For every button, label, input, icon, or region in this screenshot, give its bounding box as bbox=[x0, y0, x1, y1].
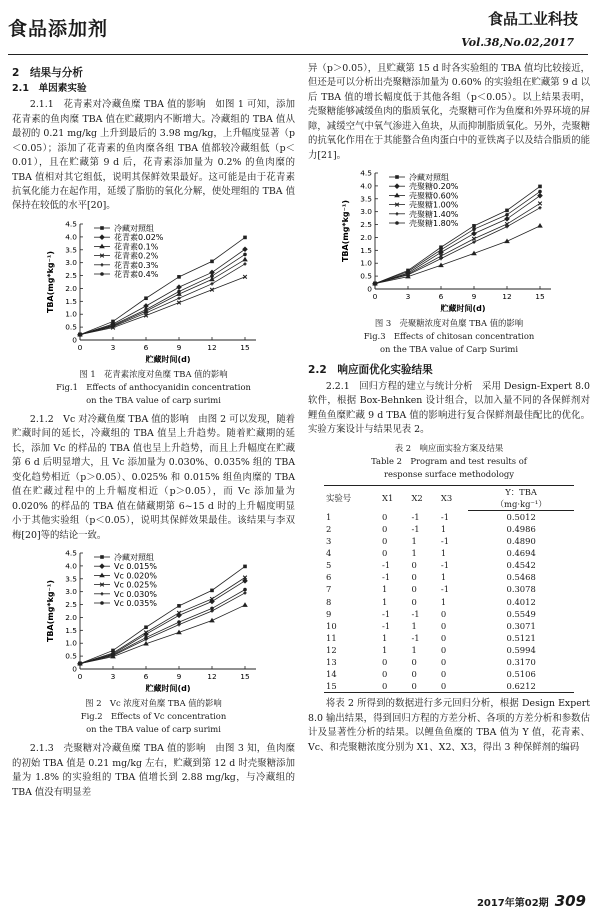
point-marker bbox=[395, 212, 399, 216]
point-marker bbox=[243, 275, 247, 279]
point-marker bbox=[243, 262, 247, 266]
y-tick-label: 1.0 bbox=[360, 259, 372, 269]
legend-label: 花青素0.2% bbox=[113, 251, 158, 261]
series-line bbox=[80, 249, 245, 334]
header-rule bbox=[8, 54, 588, 55]
table-cell: 1 bbox=[411, 548, 417, 559]
series-line bbox=[80, 578, 245, 664]
figure-1-caption-cn: 图 1 花青素浓度对鱼糜 TBA 值的影响 bbox=[79, 368, 228, 379]
point-marker bbox=[144, 308, 148, 312]
table-cell: 0.4542 bbox=[506, 560, 536, 571]
point-marker bbox=[100, 263, 104, 267]
table-cell: 1 bbox=[326, 511, 332, 522]
volume-info: Vol.38,No.02,2017 bbox=[461, 36, 574, 49]
legend-entry bbox=[94, 251, 159, 261]
legend-entry bbox=[389, 191, 459, 201]
x-tick-label: 0 bbox=[77, 342, 82, 352]
y-tick-label: 0 bbox=[367, 284, 372, 294]
page-number: 309 bbox=[554, 892, 586, 910]
legend-label: 壳聚糖1.00% bbox=[409, 200, 459, 210]
table-cell: 0 bbox=[411, 572, 417, 583]
y-tick-label: 4.0 bbox=[360, 181, 372, 191]
y-tick-label: 3.0 bbox=[64, 587, 77, 597]
point-marker bbox=[472, 228, 476, 232]
table-cell: -1 bbox=[411, 608, 420, 619]
y-tick-label: 1.5 bbox=[64, 626, 77, 636]
point-marker bbox=[472, 224, 476, 228]
legend-entry bbox=[94, 590, 157, 599]
legend-label: 壳聚糖0.20% bbox=[409, 182, 459, 192]
table-cell: 0.4986 bbox=[506, 524, 536, 535]
figure-3 bbox=[308, 167, 590, 356]
legend-entry bbox=[94, 552, 154, 562]
table-2-title-en-1: Table 2 Program and test results of bbox=[371, 455, 527, 466]
table-row bbox=[324, 523, 574, 535]
point-marker bbox=[177, 604, 181, 608]
figure-1-chart bbox=[44, 218, 264, 368]
table-cell: 0.4012 bbox=[506, 596, 536, 607]
data-series bbox=[78, 562, 247, 666]
page-footer bbox=[477, 892, 586, 910]
point-marker bbox=[538, 190, 542, 194]
point-marker bbox=[538, 202, 542, 206]
point-marker bbox=[210, 282, 214, 286]
y-tick-label: 4.0 bbox=[64, 232, 77, 242]
point-marker bbox=[242, 603, 248, 608]
table-cell: 0 bbox=[411, 596, 417, 607]
point-marker bbox=[406, 270, 410, 274]
table-cell: 0 bbox=[440, 657, 447, 668]
figure-2-caption-en-2: on the TBA value of carp surimi bbox=[86, 724, 221, 735]
point-marker bbox=[242, 246, 248, 252]
y-tick-label: 0.5 bbox=[64, 322, 77, 332]
legend-label: Vc 0.020% bbox=[113, 571, 157, 581]
table-cell: 0 bbox=[411, 657, 417, 668]
figure-1-caption-en-1: Fig.1 Effects of anthocyanidin concentration bbox=[56, 381, 251, 392]
x-tick-label: 12 bbox=[502, 292, 512, 302]
point-marker bbox=[243, 588, 247, 592]
x-axis-label: 贮藏时间(d) bbox=[144, 354, 191, 364]
table-cell: 11 bbox=[326, 632, 337, 643]
table-cell: 0.3078 bbox=[506, 584, 536, 595]
x-tick-label: 6 bbox=[438, 292, 444, 302]
point-marker bbox=[111, 323, 115, 327]
legend-label: 壳聚糖0.60% bbox=[409, 191, 459, 201]
table-cell: 8 bbox=[326, 596, 332, 607]
table-cell: 0 bbox=[411, 584, 417, 595]
point-marker bbox=[505, 213, 509, 217]
y-axis-label: TBA(mg*kg⁻¹) bbox=[45, 580, 55, 643]
figure-2-caption-en-1: Fig.2 Effects of Vc concentration bbox=[80, 711, 227, 722]
table-header-row bbox=[324, 485, 574, 498]
paragraph-after-table: 将表 2 所得到的数据进行多元回归分析，根据 Design Expert 8.0 输出结果，得到回归方程的方差分析、各项的方差分析和参数估计及显著性分析的结果。以鲤鱼鱼糜的 TBA 值为 Y 值，花青素、Vc、和壳聚糖浓度分别为 X1、X2、X3，得出 3 种保鲜剂的编码 bbox=[308, 698, 590, 753]
figure-1 bbox=[12, 218, 295, 407]
x-tick-label: 3 bbox=[110, 342, 115, 352]
table-cell: 1 bbox=[440, 524, 447, 535]
point-marker bbox=[243, 565, 247, 569]
series-line bbox=[80, 567, 245, 664]
point-marker bbox=[505, 209, 509, 213]
point-marker bbox=[538, 185, 542, 189]
table-cell: 0 bbox=[380, 680, 409, 693]
point-marker bbox=[439, 248, 443, 252]
figure-2-chart bbox=[44, 547, 264, 697]
y-tick-label: 4.5 bbox=[360, 168, 372, 178]
point-marker bbox=[472, 241, 476, 245]
table-cell: 0.5012 bbox=[506, 511, 536, 522]
point-marker bbox=[243, 253, 247, 257]
table-cell: 4 bbox=[326, 548, 332, 559]
point-marker bbox=[144, 626, 148, 630]
legend-label: 花青素0.1% bbox=[113, 242, 158, 252]
point-marker bbox=[177, 301, 181, 305]
legend-entry bbox=[94, 241, 159, 251]
table-cell: 1 bbox=[440, 596, 447, 607]
table-cell: 0.5549 bbox=[506, 608, 536, 619]
x-tick-label: 3 bbox=[110, 672, 115, 682]
data-series bbox=[78, 588, 247, 666]
table-cell: 1 bbox=[382, 632, 388, 643]
legend-entry bbox=[389, 218, 459, 228]
legend-label: 花青素0.3% bbox=[113, 260, 158, 270]
table-2-title-en-2: response surface methodology bbox=[384, 468, 514, 479]
series-line bbox=[80, 237, 245, 334]
series-line bbox=[80, 590, 245, 664]
table-cell: -1 bbox=[382, 572, 391, 583]
table-cell: 0 bbox=[382, 511, 388, 522]
table-cell: -1 bbox=[411, 524, 420, 535]
table-cell: 0 bbox=[382, 669, 388, 680]
journal-logo-left: 食品添加剂 bbox=[8, 18, 109, 40]
table-cell: 1 bbox=[411, 620, 417, 631]
legend-entry bbox=[94, 232, 164, 242]
point-marker bbox=[394, 193, 400, 198]
table-cell: 1 bbox=[411, 536, 417, 547]
table-cell: 1 bbox=[382, 596, 388, 607]
y-tick-label: 1.0 bbox=[64, 309, 77, 319]
x-tick-label: 12 bbox=[206, 342, 217, 352]
table-cell: 0 bbox=[440, 669, 447, 680]
table-2-title-cn: 表 2 响应面实验方案及结果 bbox=[394, 442, 504, 453]
point-marker bbox=[504, 216, 510, 222]
legend-label: 花青素0.4% bbox=[113, 269, 158, 279]
table-cell: -1 bbox=[411, 511, 420, 522]
table-row bbox=[324, 620, 574, 632]
point-marker bbox=[177, 296, 181, 300]
table-2 bbox=[324, 485, 574, 694]
col-header-x2: X2 bbox=[409, 485, 438, 510]
table-cell: 0 bbox=[411, 560, 417, 571]
table-cell: 0 bbox=[440, 620, 447, 631]
legend-entry bbox=[94, 260, 159, 270]
legend-entry bbox=[389, 200, 459, 210]
point-marker bbox=[177, 290, 181, 294]
point-marker bbox=[210, 607, 214, 611]
journal-logo-right: 食品工业科技 bbox=[487, 10, 578, 28]
y-tick-label: 1.5 bbox=[360, 246, 372, 256]
legend-label: 冷藏对照组 bbox=[409, 173, 449, 183]
right-column bbox=[308, 62, 590, 755]
table-cell: 6 bbox=[326, 572, 332, 583]
table-cell: 0.3071 bbox=[506, 620, 536, 631]
point-marker bbox=[537, 193, 543, 199]
table-row bbox=[324, 510, 574, 523]
point-marker bbox=[100, 556, 104, 560]
table-cell: -1 bbox=[440, 584, 450, 595]
table-cell: 14 bbox=[326, 669, 337, 680]
y-tick-label: 2.0 bbox=[64, 283, 77, 293]
table-cell: 5 bbox=[326, 560, 332, 571]
table-row bbox=[324, 680, 574, 693]
y-tick-label: 2.5 bbox=[64, 271, 77, 281]
col-header-y: Y：TBA bbox=[468, 485, 574, 498]
y-tick-label: 3.5 bbox=[360, 194, 372, 204]
table-cell: -1 bbox=[382, 620, 391, 631]
table-cell: 0 bbox=[382, 536, 388, 547]
col-header-y-unit: （mg·kg⁻¹） bbox=[468, 498, 574, 511]
point-marker bbox=[100, 226, 104, 230]
left-column bbox=[12, 62, 295, 800]
legend-entry bbox=[94, 269, 159, 279]
table-cell: 0 bbox=[440, 644, 447, 655]
x-axis-label: 贮藏时间(d) bbox=[440, 304, 486, 314]
point-marker bbox=[99, 573, 105, 578]
table-cell: 0 bbox=[382, 548, 388, 559]
table-row bbox=[324, 535, 574, 547]
point-marker bbox=[100, 602, 104, 606]
point-marker bbox=[99, 564, 105, 570]
legend-entry bbox=[389, 209, 459, 219]
table-cell: 7 bbox=[326, 584, 332, 595]
table-cell: 1 bbox=[382, 644, 388, 655]
table-cell: 1 bbox=[440, 572, 447, 583]
table-cell: 3 bbox=[326, 536, 332, 547]
table-2-body bbox=[324, 510, 574, 692]
y-tick-label: 3.0 bbox=[64, 258, 77, 268]
table-row bbox=[324, 668, 574, 680]
figure-3-chart bbox=[339, 167, 559, 317]
x-tick-label: 0 bbox=[77, 672, 82, 682]
point-marker bbox=[111, 653, 115, 657]
x-tick-label: 6 bbox=[143, 342, 148, 352]
x-tick-label: 3 bbox=[405, 292, 411, 302]
legend-entry bbox=[94, 563, 157, 572]
data-series bbox=[77, 246, 248, 337]
y-tick-label: 0 bbox=[71, 335, 77, 345]
series-line bbox=[80, 605, 245, 664]
table-cell: 0.4890 bbox=[506, 536, 536, 547]
table-row bbox=[324, 559, 574, 571]
point-marker bbox=[78, 333, 82, 337]
point-marker bbox=[99, 234, 105, 240]
table-cell: 0.3170 bbox=[506, 657, 536, 668]
paragraph-2-1-1: 2.1.1 花青素对冷藏鱼糜 TBA 值的影响 如图 1 可知，添加花青素的鱼肉糜 TBA 值在贮藏期内不断增大。冷藏组的 TBA 值从最初的 0.21 mg/kg 上升到最后的 3.98 mg/kg，上升幅度显著（p＜0.05）；添加了花青素的鱼肉糜各组 TBA 值都较冷藏组低（p＜0.01），且在贮藏第 9 d 后，花青素添加量为 0.2% 的鱼肉糜的 TBA 值相对其它组低，说明其保鲜效果最好。这可能是由于花青素抗氧化能力在起作用，延缓了脂肪的氧化分解，使处理组的 TBA 值保持在较低的水平[20]。 bbox=[12, 99, 295, 212]
legend-label: Vc 0.035% bbox=[113, 599, 157, 609]
x-tick-label: 12 bbox=[206, 672, 217, 682]
x-tick-label: 15 bbox=[239, 342, 250, 352]
table-cell: 0 bbox=[439, 680, 468, 693]
x-tick-label: 6 bbox=[143, 672, 148, 682]
y-axis-label: TBA(mg*kg⁻¹) bbox=[45, 250, 55, 313]
legend-label: 壳聚糖1.40% bbox=[409, 210, 459, 220]
table-cell: 0.5994 bbox=[506, 644, 536, 655]
table-cell: -1 bbox=[411, 632, 420, 643]
x-tick-label: 9 bbox=[176, 672, 181, 682]
y-tick-label: 2.0 bbox=[360, 233, 372, 243]
table-row bbox=[324, 656, 574, 668]
table-cell: 0 bbox=[440, 608, 447, 619]
table-row bbox=[324, 547, 574, 559]
point-marker bbox=[537, 223, 543, 228]
point-marker bbox=[471, 231, 477, 237]
table-row bbox=[324, 583, 574, 595]
point-marker bbox=[395, 176, 399, 180]
point-marker bbox=[210, 288, 214, 292]
table-cell: 0 bbox=[382, 657, 388, 668]
legend-entry bbox=[389, 182, 459, 192]
y-tick-label: 3.5 bbox=[64, 574, 77, 584]
legend-entry bbox=[94, 223, 154, 233]
table-cell: -1 bbox=[382, 560, 391, 571]
figure-2 bbox=[12, 547, 295, 736]
issue-label: 2017年第02期 bbox=[476, 898, 549, 909]
point-marker bbox=[243, 592, 247, 596]
table-row bbox=[324, 644, 574, 656]
legend-label: 冷藏对照组 bbox=[113, 223, 154, 233]
point-marker bbox=[100, 272, 104, 276]
point-marker bbox=[177, 621, 181, 625]
legend-entry bbox=[94, 599, 157, 608]
col-header-x1: X1 bbox=[380, 485, 409, 510]
table-cell: 0 bbox=[409, 680, 438, 693]
point-marker bbox=[177, 275, 181, 279]
table-cell: 1 bbox=[382, 584, 388, 595]
point-marker bbox=[100, 592, 104, 596]
y-tick-label: 3.5 bbox=[64, 245, 77, 255]
y-tick-label: 3.0 bbox=[360, 207, 372, 217]
figure-3-caption-en-2: on the TBA value of Carp Surimi bbox=[379, 344, 518, 355]
point-marker bbox=[373, 282, 377, 286]
y-tick-label: 4.5 bbox=[64, 219, 77, 229]
y-tick-label: 2.5 bbox=[64, 600, 77, 610]
legend-entry bbox=[94, 581, 157, 590]
table-row bbox=[324, 608, 574, 620]
table-cell: 0 bbox=[440, 632, 447, 643]
figure-2-caption-cn: 图 2 Vc 浓度对鱼糜 TBA 值的影响 bbox=[85, 698, 222, 709]
y-axis-label: TBA(mg*kg⁻¹) bbox=[341, 200, 350, 263]
table-cell: 0.5468 bbox=[506, 572, 536, 583]
point-marker bbox=[210, 274, 214, 278]
col-header-x3: X3 bbox=[439, 485, 468, 510]
paragraph-2-1-3: 2.1.3 壳聚糖对冷藏鱼糜 TBA 值的影响 由图 3 知，鱼肉糜的初始 TBA 值是 0.21 mg/kg 左右，贮藏到第 12 d 时壳聚糖添加量为 1.8% 的实验组的 TBA 值增长到 2.88 mg/kg，与冷藏组的 TBA 值没有明显差 bbox=[12, 743, 295, 798]
section-heading-2: 2 结果与分析 bbox=[12, 67, 83, 79]
point-marker bbox=[78, 662, 82, 666]
paragraph-2-2-1: 2.2.1 回归方程的建立与统计分析 采用 Design-Expert 8.0 软件，根据 Box-Behnken 设计组合，以加入量不同的各保鲜剂对鲤鱼鱼糜贮藏 9 d TBA 值的影响进行复合保鲜剂最佳配比的优化。实验方案设计与结果见表 2。 bbox=[308, 380, 590, 436]
table-cell: 1 bbox=[440, 548, 447, 559]
y-tick-label: 0 bbox=[71, 664, 77, 674]
y-tick-label: 4.5 bbox=[64, 548, 77, 558]
section-heading-2-1: 2.1 单因素实验 bbox=[12, 83, 87, 95]
point-marker bbox=[242, 257, 248, 262]
data-series bbox=[78, 576, 247, 666]
table-cell: -1 bbox=[440, 511, 450, 522]
table-cell: 15 bbox=[324, 680, 380, 693]
figure-3-caption-en-1: Fig.3 Effects of chitosan concentration bbox=[363, 331, 535, 342]
legend-entry bbox=[94, 572, 157, 581]
table-cell: 13 bbox=[326, 657, 337, 668]
y-tick-label: 0.5 bbox=[360, 272, 372, 282]
y-tick-label: 1.0 bbox=[64, 639, 77, 649]
x-tick-label: 9 bbox=[471, 292, 477, 302]
point-marker bbox=[210, 260, 214, 264]
legend-entry bbox=[389, 172, 449, 182]
table-cell: 0 bbox=[382, 524, 388, 535]
legend-label: Vc 0.015% bbox=[113, 562, 157, 572]
legend-label: 壳聚糖1.80% bbox=[409, 219, 459, 229]
legend-label: Vc 0.025% bbox=[113, 580, 157, 590]
legend-label: 冷藏对照组 bbox=[113, 553, 154, 563]
x-axis-label: 贮藏时间(d) bbox=[144, 684, 191, 694]
point-marker bbox=[144, 636, 148, 640]
table-row bbox=[324, 632, 574, 644]
col-header-run: 实验号 bbox=[324, 485, 380, 510]
point-marker bbox=[538, 206, 542, 210]
table-cell: -1 bbox=[440, 536, 450, 547]
paragraph-continued: 异（p＞0.05），且贮藏第 15 d 时各实验组的 TBA 值均比较接近，但还是可以分析出壳聚糖添加量为 0.60% 的实验组在贮藏第 9 d 以后 TBA 值的增长幅度低于其他各组（p＜0.05）。以上结果表明，壳聚糖能够减缓鱼肉的脂质氧化，壳聚糖可作为鱼糜和外界环境的屏障，减缓空气中氧气渗进入鱼块，从而抑制脂质氧化。另外，壳聚糖的抗氧化作用在于其能螯合鱼肉蛋白中的亚铁离子以及结合脂质的能力[21]。 bbox=[308, 63, 590, 161]
section-heading-2-2: 2.2 响应面优化实验结果 bbox=[308, 364, 433, 377]
paragraph-2-1-2: 2.1.2 Vc 对冷藏鱼糜 TBA 值的影响 由图 2 可以发现，随着贮藏时间的延长，冷藏组的 TBA 值呈上升趋势。随着贮藏期的延长，添加 Vc 的样品的 TBA 值也呈上升趋势，而且上升幅度在贮藏第 6 d 后明显增大，且 Vc 添加量为 0.030%、0.035% 组的 TBA 变化趋势相近（p＞0.05）、0.025% 和 0.015% 组鱼肉糜的 TBA 值在贮藏过程中的上升幅度相近（p＞0.05），而 Vc 添加量为 0.020% 的样品的 TBA 值在储藏期第 6~15 d 时的上升幅度明显小于其他实验组（p＜0.05），说明其保鲜效果最佳。该结果与李双梅[20]等的结论一致。 bbox=[12, 414, 295, 541]
table-cell: 2 bbox=[326, 524, 332, 535]
point-marker bbox=[472, 237, 476, 241]
point-marker bbox=[210, 589, 214, 593]
table-cell: 9 bbox=[326, 608, 332, 619]
point-marker bbox=[395, 222, 399, 226]
table-cell: 0.4694 bbox=[506, 548, 536, 559]
table-cell: 12 bbox=[326, 644, 337, 655]
y-tick-label: 2.5 bbox=[360, 220, 372, 230]
table-cell: 0.5121 bbox=[506, 632, 536, 643]
y-tick-label: 0.5 bbox=[64, 651, 77, 661]
legend-label: Vc 0.030% bbox=[113, 590, 157, 600]
x-tick-label: 0 bbox=[372, 292, 378, 302]
legend-label: 花青素0.02% bbox=[113, 233, 163, 243]
point-marker bbox=[99, 244, 105, 249]
point-marker bbox=[394, 184, 400, 190]
table-row bbox=[324, 571, 574, 583]
x-tick-label: 9 bbox=[176, 342, 181, 352]
point-marker bbox=[243, 236, 247, 240]
x-tick-label: 15 bbox=[535, 292, 545, 302]
table-cell: 0.5106 bbox=[506, 669, 536, 680]
table-cell: -1 bbox=[440, 560, 450, 571]
table-cell: 0.6212 bbox=[468, 680, 574, 693]
point-marker bbox=[144, 296, 148, 300]
figure-3-caption-cn: 图 3 壳聚糖浓度对鱼糜 TBA 值的影响 bbox=[374, 318, 524, 329]
table-cell: 1 bbox=[411, 644, 417, 655]
table-cell: 10 bbox=[326, 620, 337, 631]
y-tick-label: 1.5 bbox=[64, 296, 77, 306]
point-marker bbox=[176, 284, 182, 290]
y-tick-label: 2.0 bbox=[64, 613, 77, 623]
table-cell: -1 bbox=[382, 608, 391, 619]
figure-1-caption-en-2: on the TBA value of carp surimi bbox=[86, 394, 221, 405]
table-row bbox=[324, 596, 574, 608]
y-tick-label: 4.0 bbox=[64, 561, 77, 571]
table-cell: 0 bbox=[411, 669, 417, 680]
x-tick-label: 15 bbox=[239, 672, 250, 682]
